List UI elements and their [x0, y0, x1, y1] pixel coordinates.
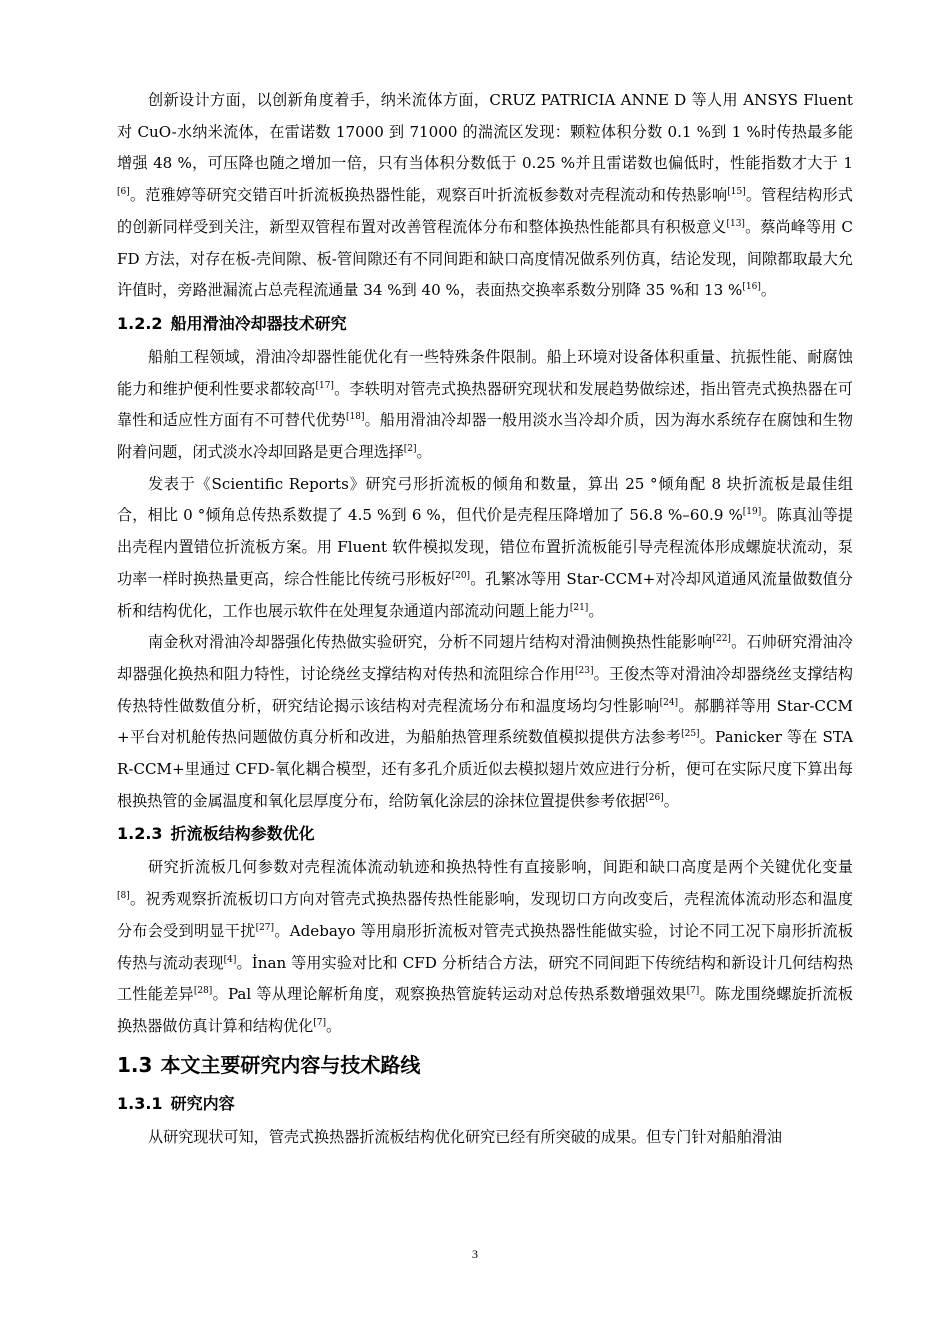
citation: [21] [569, 602, 589, 613]
section-heading-1-2-2 [117, 307, 853, 342]
section-heading-1-2-3 [117, 817, 853, 852]
section-number: 1.3.1 [117, 1093, 163, 1113]
citation: [25] [681, 729, 700, 740]
citation: [7] [313, 1017, 326, 1028]
section-number: 1.2.3 [117, 824, 163, 844]
citation: [23] [574, 665, 594, 676]
paragraph-segmental-baffle: 发表于《Scientific Reports》研究弓形折流板的倾角和数量，算出 25 °倾角配 8 块折流板是最佳组合，相比 0 °倾角总传热系数提了 4.5 %到 6 %，但代价是壳程压降增加了 56.8 %–60.9 %[19]。陈真汕等提出壳程内置错位折流板方案。用 Fluent 软件模拟发现，错位布置折流板能引导壳程流体形成螺旋状流动，泵功率一样时换热量更高，综合性能比传统弓形板好[20]。孔繁冰等用 Star-CCM+对冷却风道通风流量做数值分析和结构优化，工作也展示软件在处理复杂通道内部流动问题上能力[21]。 [117, 474, 853, 620]
paragraph-nanofluid-innovation: 创新设计方面，以创新角度着手，纳米流体方面，CRUZ PATRICIA ANNE D 等人用 ANSYS Fluent 对 CuO-水纳米流体，在雷诺数 17000 到 71000 的湍流区发现：颗粒体积分数 0.1 %到 1 %时传热最多能增强 48 %，可压降也随之增加一倍，只有当体积分数低于 0.25 %并且雷诺数也偏低时，性能指数才大于 1[6]。范雅婷等研究交错百叶折流板换热器性能，观察百叶折流板参数对壳程流动和传热影响[15]。管程结构形式的创新同样受到关注，新型双管程布置对改善管程流体分布和整体换热性能都具有积极意义[13]。蔡尚峰等用 CFD 方法，对存在板-壳间隙、板-管间隙还有不同间距和缺口高度情况做系列仿真，结论发现，间隙都取最大允许值时，旁路泄漏流占总壳程流通量 34 %到 40 %，表面热交换率系数分别降 35 %和 13 %[16]。 [117, 91, 853, 300]
citation: [19] [742, 507, 762, 518]
section-title: 船用滑油冷却器技术研究 [170, 313, 347, 333]
citation: [26] [645, 792, 664, 803]
citation: [22] [712, 634, 731, 645]
paragraph-marine-oil-cooler: 船舶工程领域，滑油冷却器性能优化有一些特殊条件限制。船上环境对设备体积重量、抗振性能、耐腐蚀能力和维护便利性要求都较高[17]。李轶明对管壳式换热器研究现状和发展趋势做综述，指出管壳式换热器在可靠性和适应性方面有不可替代优势[18]。船用滑油冷却器一般用淡水当冷却介质，因为海水系统存在腐蚀和生物附着问题，闭式淡水冷却回路是更合理选择[2]。 [117, 347, 853, 462]
page-number: 3 [472, 1247, 478, 1261]
section-title: 本文主要研究内容与技术路线 [160, 1052, 421, 1077]
section-title: 研究内容 [170, 1093, 235, 1113]
citation: [2] [403, 444, 417, 455]
citation: [20] [451, 570, 471, 581]
citation: [17] [315, 380, 334, 391]
page-content [117, 85, 853, 1153]
section-number: 1.3 [117, 1052, 153, 1077]
citation: [27] [255, 922, 275, 933]
citation: [15] [727, 187, 746, 198]
citation: [8] [117, 891, 130, 902]
section-heading-1-3-1 [117, 1087, 853, 1122]
citation: [16] [742, 282, 761, 293]
citation: [24] [659, 697, 679, 708]
citation: [28] [193, 986, 213, 997]
paragraph-enhanced-heat-transfer: 南金秋对滑油冷却器强化传热做实验研究，分析不同翅片结构对滑油侧换热性能影响[22]。石帅研究滑油冷却器强化换热和阻力特性，讨论绕丝支撑结构对传热和流阻综合作用[23]。王俊杰等对滑油冷却器绕丝支撑结构传热特性做数值分析，研究结论揭示该结构对壳程流场分布和温度场均匀性影响[24]。郝鹏祥等用 Star-CCM+平台对机舱传热问题做仿真分析和改进，为船舶热管理系统数值模拟提供方法参考[25]。Panicker 等在 STAR-CCM+里通过 CFD-氧化耦合模型，还有多孔介质近似去模拟翅片效应进行分析，便可在实际尺度下算出每根换热管的金属温度和氧化层厚度分布，给防氧化涂层的涂抹位置提供参考依据[26]。 [117, 633, 853, 810]
section-number: 1.2.2 [117, 313, 163, 333]
paragraph-research-content: 从研究现状可知，管壳式换热器折流板结构优化研究已经有所突破的成果。但专门针对船舶滑油 [148, 1127, 782, 1146]
citation: [13] [726, 218, 745, 229]
citation: [18] [346, 412, 365, 423]
paragraph-baffle-parameters: 研究折流板几何参数对壳程流体流动轨迹和换热特性有直接影响，间距和缺口高度是两个关键优化变量[8]。祝秀观察折流板切口方向对管壳式换热器传热性能影响，发现切口方向改变后，壳程流体流动形态和温度分布会受到明显干扰[27]。Adebayo 等用扇形折流板对管壳式换热器性能做实验，讨论不同工况下扇形折流板传热与流动表现[4]。İnan 等用实验对比和 CFD 分析结合方法，研究不同间距下传统结构和新设计几何结构热工性能差异[28]。Pal 等从理论解析角度，观察换热管旋转运动对总传热系数增强效果[7]。陈龙围绕螺旋折流板换热器做仿真计算和结构优化[7]。 [117, 858, 853, 1035]
citation: [4] [223, 954, 237, 965]
section-title: 折流板结构参数优化 [170, 824, 315, 844]
citation: [6] [117, 187, 130, 198]
citation: [7] [686, 986, 700, 997]
section-heading-1-3 [117, 1043, 853, 1087]
